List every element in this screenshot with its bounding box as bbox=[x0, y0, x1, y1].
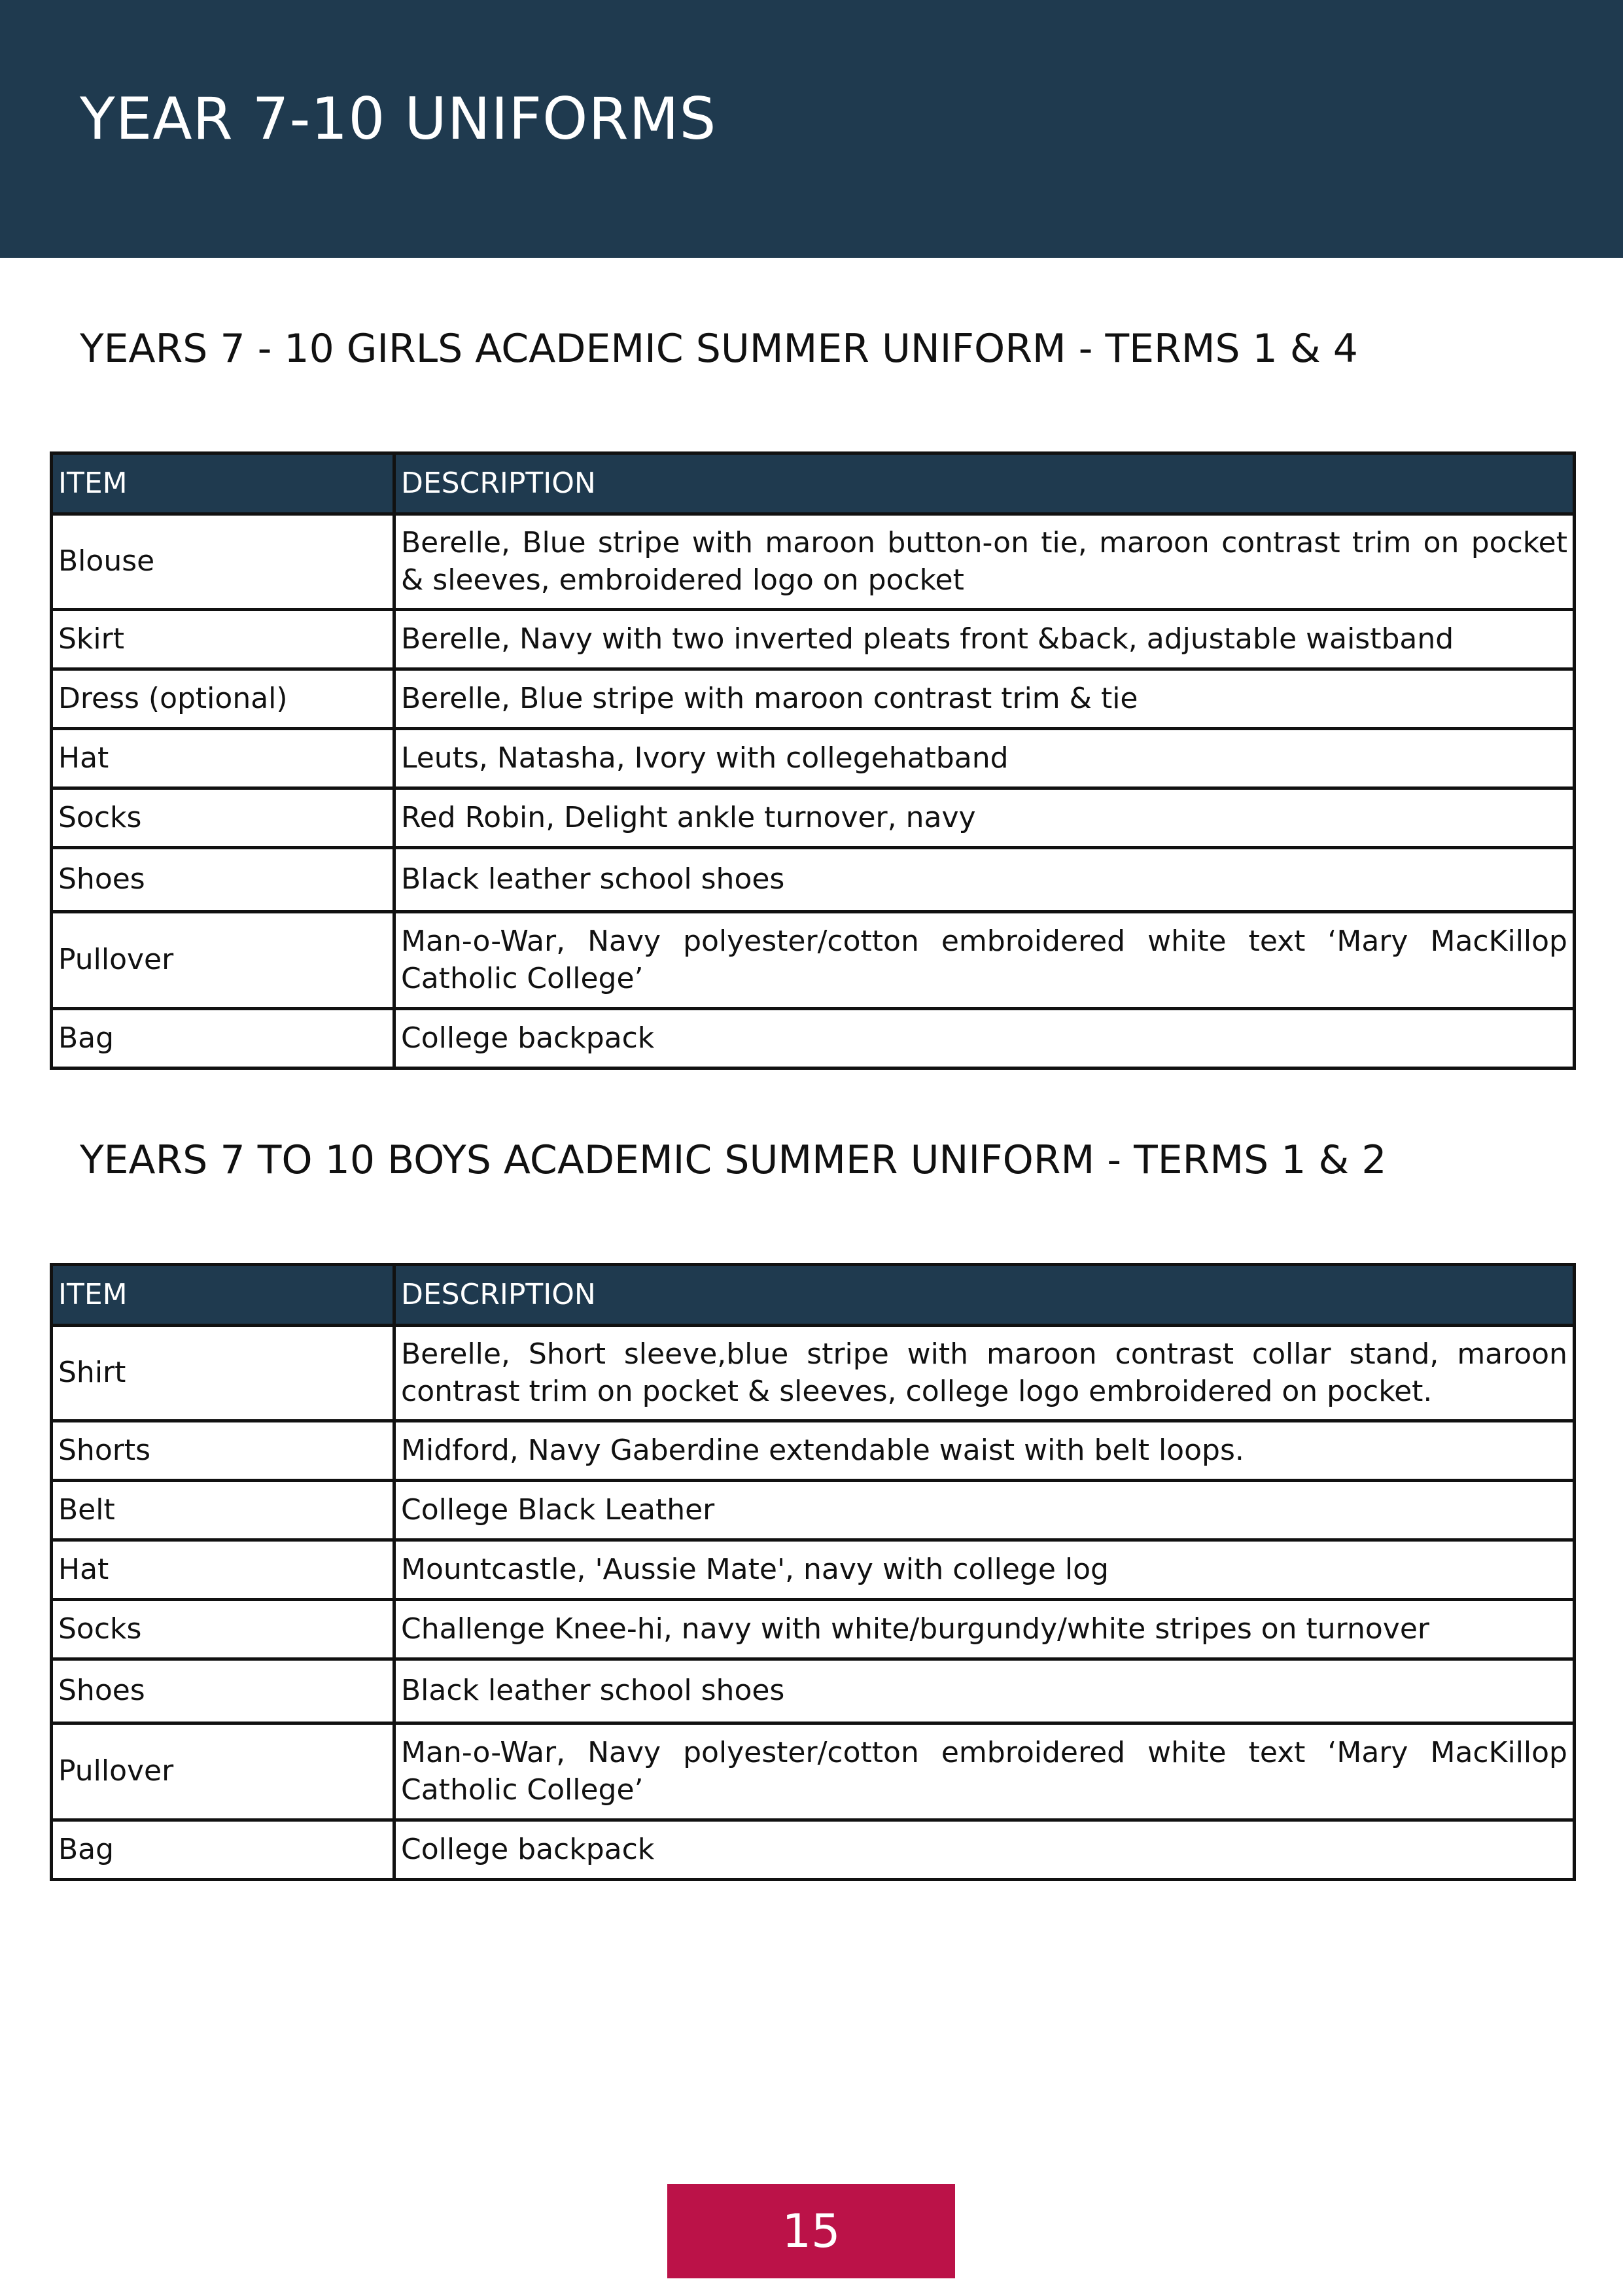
girls-section-heading: YEARS 7 - 10 GIRLS ACADEMIC SUMMER UNIFORM - TERMS 1 & 4 bbox=[80, 326, 1358, 372]
table-row bbox=[52, 729, 1575, 788]
item-cell: Pullover bbox=[52, 1723, 394, 1820]
table-row bbox=[52, 1540, 1575, 1600]
description-cell: Man-o-War, Navy polyester/cotton embroidered white text ‘Mary MacKillop Catholic College’ bbox=[394, 912, 1575, 1009]
description-cell: Berelle, Short sleeve,blue stripe with maroon contrast collar stand, maroon contrast trim on pocket & sleeves, college logo embroidered on pocket. bbox=[394, 1326, 1575, 1421]
description-cell: Challenge Knee-hi, navy with white/burgundy/white stripes on turnover bbox=[394, 1600, 1575, 1659]
table-row bbox=[52, 788, 1575, 848]
page-number bbox=[667, 2184, 955, 2278]
description-cell: Black leather school shoes bbox=[394, 848, 1575, 912]
column-header-description: DESCRIPTION bbox=[394, 453, 1575, 514]
item-cell: Shorts bbox=[52, 1421, 394, 1481]
description-cell: College backpack bbox=[394, 1009, 1575, 1069]
column-header-item: ITEM bbox=[52, 1265, 394, 1326]
item-cell: Hat bbox=[52, 729, 394, 788]
table-row bbox=[52, 669, 1575, 729]
table-row bbox=[52, 610, 1575, 669]
girls-uniform-table bbox=[50, 451, 1576, 1070]
item-cell: Shirt bbox=[52, 1326, 394, 1421]
header-band bbox=[0, 0, 1623, 258]
table-row bbox=[52, 1421, 1575, 1481]
description-cell: College backpack bbox=[394, 1820, 1575, 1880]
page-number-label: 15 bbox=[782, 2204, 841, 2258]
table-header-row bbox=[52, 453, 1575, 514]
description-cell: College Black Leather bbox=[394, 1481, 1575, 1540]
table-row bbox=[52, 1326, 1575, 1421]
item-cell: Pullover bbox=[52, 912, 394, 1009]
table-row bbox=[52, 848, 1575, 912]
item-cell: Bag bbox=[52, 1820, 394, 1880]
item-cell: Bag bbox=[52, 1009, 394, 1069]
description-cell: Black leather school shoes bbox=[394, 1659, 1575, 1723]
table-row bbox=[52, 1009, 1575, 1069]
item-cell: Skirt bbox=[52, 610, 394, 669]
description-cell: Mountcastle, 'Aussie Mate', navy with college log bbox=[394, 1540, 1575, 1600]
table-row bbox=[52, 1820, 1575, 1880]
table-row bbox=[52, 1659, 1575, 1723]
column-header-item: ITEM bbox=[52, 453, 394, 514]
description-cell: Leuts, Natasha, Ivory with collegehatband bbox=[394, 729, 1575, 788]
description-cell: Berelle, Navy with two inverted pleats front &back, adjustable waistband bbox=[394, 610, 1575, 669]
item-cell: Socks bbox=[52, 788, 394, 848]
table-row bbox=[52, 1481, 1575, 1540]
description-cell: Berelle, Blue stripe with maroon button-on tie, maroon contrast trim on pocket & sleeves, embroidered logo on pocket bbox=[394, 514, 1575, 610]
item-cell: Shoes bbox=[52, 1659, 394, 1723]
description-cell: Berelle, Blue stripe with maroon contrast trim & tie bbox=[394, 669, 1575, 729]
description-cell: Red Robin, Delight ankle turnover, navy bbox=[394, 788, 1575, 848]
item-cell: Belt bbox=[52, 1481, 394, 1540]
column-header-description: DESCRIPTION bbox=[394, 1265, 1575, 1326]
item-cell: Hat bbox=[52, 1540, 394, 1600]
table-row bbox=[52, 514, 1575, 610]
item-cell: Shoes bbox=[52, 848, 394, 912]
item-cell: Socks bbox=[52, 1600, 394, 1659]
table-row bbox=[52, 912, 1575, 1009]
table-header-row bbox=[52, 1265, 1575, 1326]
table-row bbox=[52, 1600, 1575, 1659]
boys-section-heading: YEARS 7 TO 10 BOYS ACADEMIC SUMMER UNIFORM - TERMS 1 & 2 bbox=[80, 1137, 1387, 1183]
boys-uniform-table bbox=[50, 1263, 1576, 1881]
table-row bbox=[52, 1723, 1575, 1820]
item-cell: Dress (optional) bbox=[52, 669, 394, 729]
description-cell: Man-o-War, Navy polyester/cotton embroidered white text ‘Mary MacKillop Catholic College’ bbox=[394, 1723, 1575, 1820]
item-cell: Blouse bbox=[52, 514, 394, 610]
page-title: YEAR 7-10 UNIFORMS bbox=[80, 85, 717, 152]
description-cell: Midford, Navy Gaberdine extendable waist with belt loops. bbox=[394, 1421, 1575, 1481]
